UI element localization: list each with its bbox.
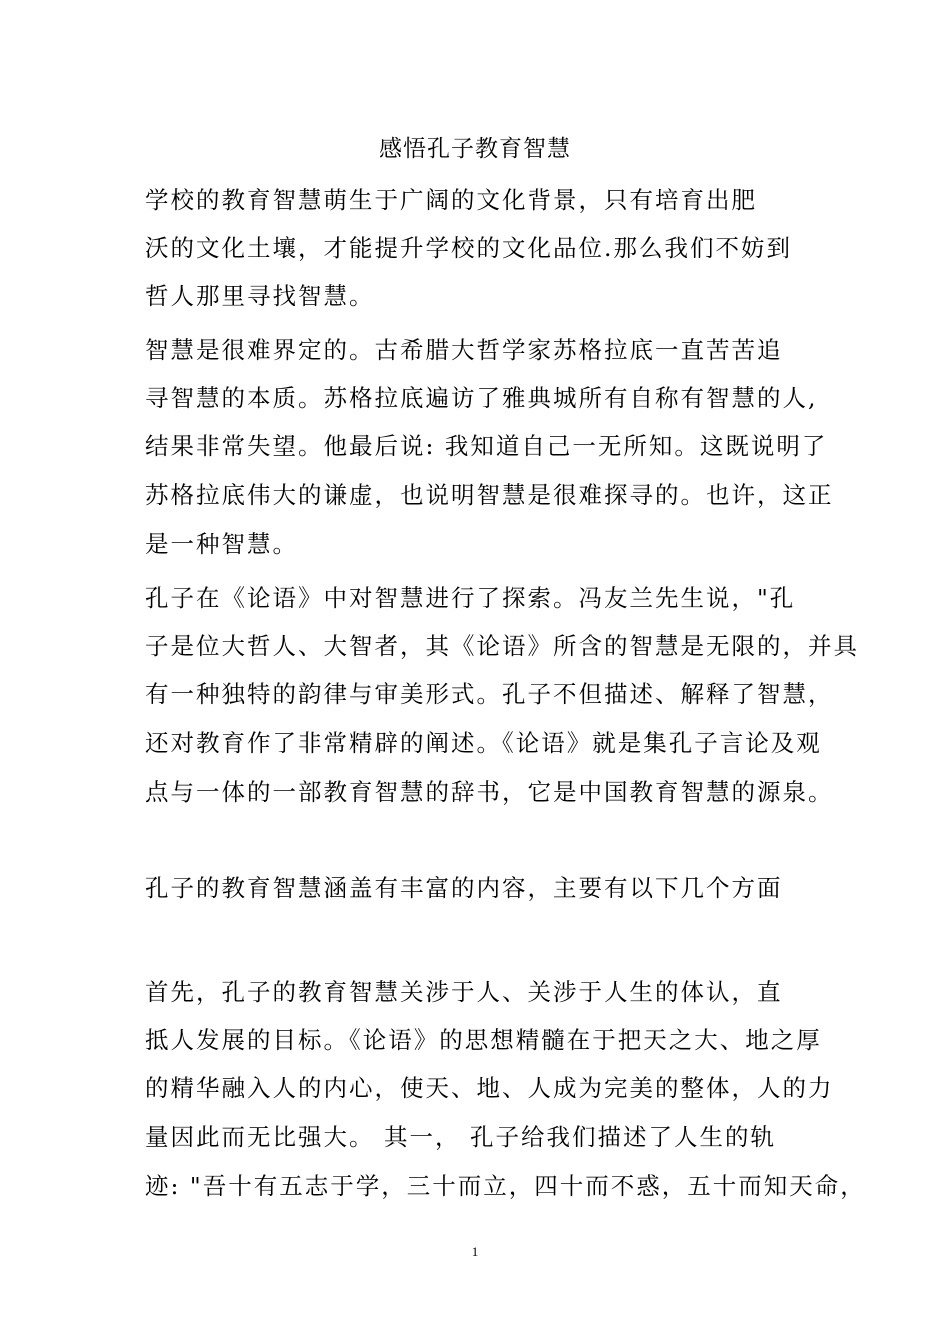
paragraph-line: 结果非常失望。他最后说: 我知道自己一无所知。这既说明了 xyxy=(145,432,828,460)
paragraph-line: 迹: "吾十有五志于学，三十而立，四十而不惑，五十而知天命， xyxy=(145,1172,866,1200)
paragraph-line: 有一种独特的韵律与审美形式。孔子不但描述、解释了智慧， xyxy=(145,680,834,708)
paragraph-line: 沃的文化土壤，才能提升学校的文化品位.那么我们不妨到 xyxy=(145,234,792,262)
page-number: 1 xyxy=(471,1244,479,1259)
paragraph-line: 抵人发展的目标。《论语》的思想精髓在于把天之大、地之厚 xyxy=(145,1026,822,1054)
paragraph-line: 还对教育作了非常精辟的阐述。《论语》就是集孔子言论及观 xyxy=(145,729,822,757)
paragraph-line: 的精华融入人的内心，使天、地、人成为完美的整体，人的力 xyxy=(145,1074,834,1102)
paragraph-line: 苏格拉底伟大的谦虚，也说明智慧是很难探寻的。也许，这正 xyxy=(145,481,834,509)
paragraph-line: 量因此而无比强大。 其一， 孔子给我们描述了人生的轨 xyxy=(145,1123,776,1151)
paragraph-line: 子是位大哲人、大智者，其《论语》所含的智慧是无限的，并具 xyxy=(145,632,859,660)
paragraph-line: 哲人那里寻找智慧。 xyxy=(145,282,375,310)
paragraph-line: 首先，孔子的教育智慧关涉于人、关涉于人生的体认，直 xyxy=(145,978,783,1006)
paragraph-line: 学校的教育智慧萌生于广阔的文化背景，只有培育出肥 xyxy=(145,186,757,214)
paragraph-line: 是一种智慧。 xyxy=(145,530,298,558)
document-title: 感悟孔子教育智慧 xyxy=(379,136,571,162)
paragraph-line: 点与一体的一部教育智慧的辞书，它是中国教育智慧的源泉。 xyxy=(145,778,834,806)
section-heading-line: 孔子的教育智慧涵盖有丰富的内容，主要有以下几个方面 xyxy=(145,874,783,902)
paragraph-line: 孔子在《论语》中对智慧进行了探索。冯友兰先生说，"孔 xyxy=(145,584,796,612)
paragraph-line: 寻智慧的本质。苏格拉底遍访了雅典城所有自称有智慧的人, xyxy=(145,384,818,412)
paragraph-line: 智慧是很难界定的。古希腊大哲学家苏格拉底一直苦苦追 xyxy=(145,336,783,364)
